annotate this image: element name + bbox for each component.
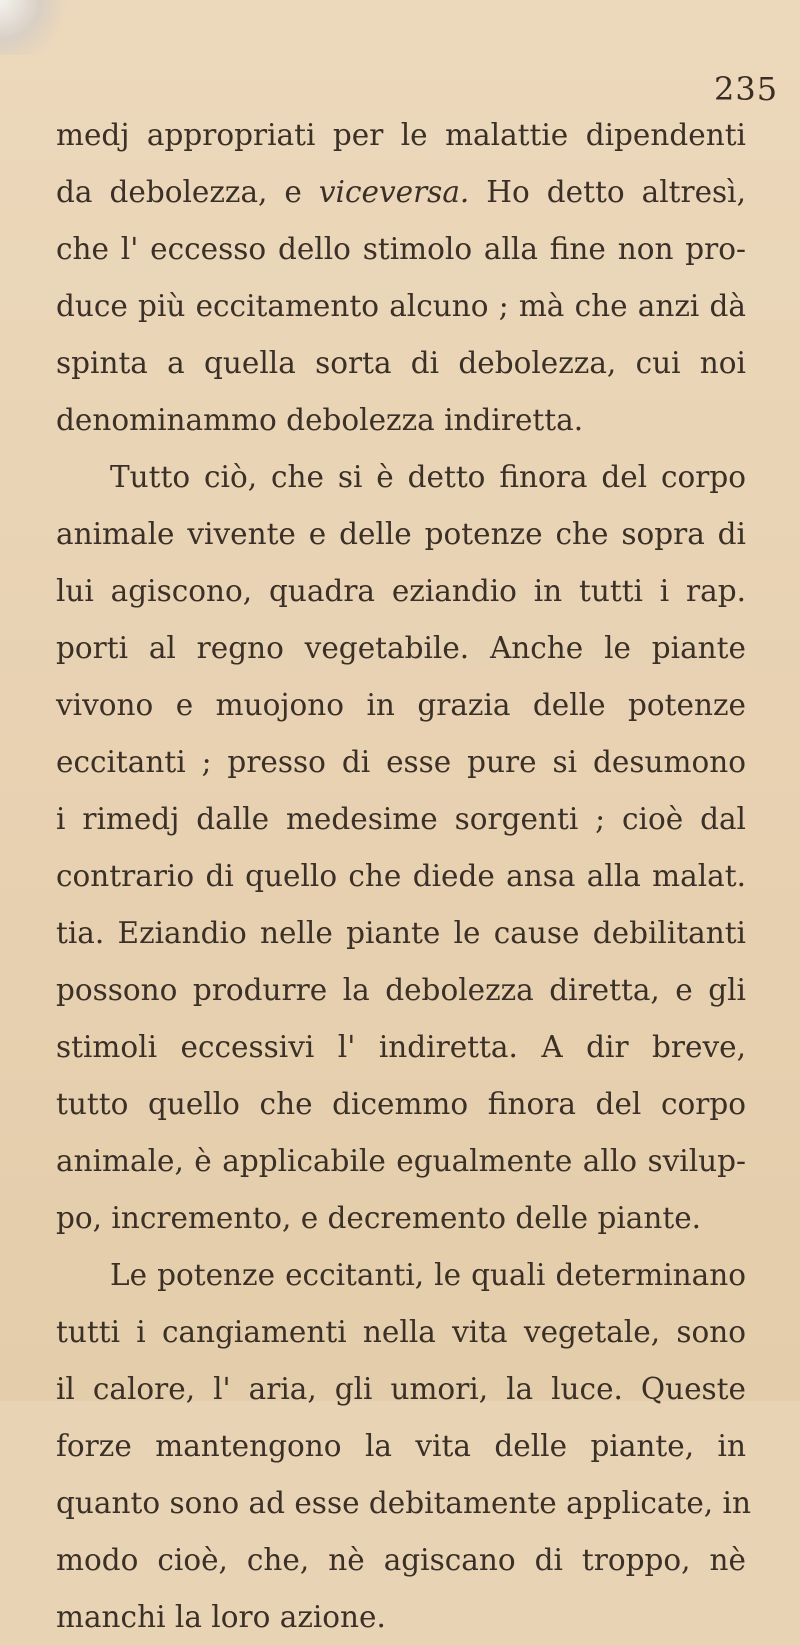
text-line: vivono e muojono in grazia delle potenze [56, 688, 746, 722]
text-line: modo cioè, che, nè agiscano di troppo, nè [56, 1543, 746, 1577]
text-line [56, 164, 746, 221]
text-line: duce più eccitamento alcuno ; mà che anzi dà [56, 289, 746, 323]
text-line: il calore, l' aria, gli umori, la luce. Queste [56, 1372, 746, 1406]
page-number: 235 [714, 70, 779, 108]
text-line-paragraph-end: po, incremento, e decremento delle piante. [56, 1201, 702, 1235]
text-line: tutti i cangiamenti nella vita vegetale, sono [56, 1315, 746, 1349]
text-line: eccitanti ; presso di esse pure si desumono [56, 745, 746, 779]
text-line-paragraph-end: manchi la loro azione. [56, 1600, 386, 1634]
text-line: quanto sono ad esse debitamente applicate, in [56, 1486, 751, 1520]
italic-word: viceversa. [318, 175, 470, 209]
text-line: spinta a quella sorta di debolezza, cui noi [56, 346, 746, 380]
page-corner-wear [0, 0, 70, 55]
text-line: tia. Eziandio nelle piante le cause debilitanti [56, 916, 746, 950]
text-line: lui agiscono, quadra eziandio in tutti i rap. [56, 574, 746, 608]
body-text [56, 107, 751, 1646]
text-line: porti al regno vegetabile. Anche le piante [56, 631, 746, 665]
text-line: animale vivente e delle potenze che sopra di [56, 517, 746, 551]
text-line: animale, è applicabile egualmente allo svilup- [56, 1144, 746, 1178]
text-line: che l' eccesso dello stimolo alla fine non pro- [56, 232, 746, 266]
text-line: tutto quello che dicemmo finora del corpo [56, 1087, 746, 1121]
text-line-paragraph-start: Le potenze eccitanti, le quali determinano [110, 1258, 746, 1292]
text-line: possono produrre la debolezza diretta, e gli [56, 973, 746, 1007]
text-run: da debolezza, e [56, 175, 319, 209]
text-run: Ho detto altresì, [469, 175, 746, 209]
text-line-paragraph-end: denominammo debolezza indiretta. [56, 403, 584, 437]
text-line: i rimedj dalle medesime sorgenti ; cioè dal [56, 802, 746, 836]
text-line-paragraph-start: Tutto ciò, che si è detto finora del corpo [110, 460, 746, 494]
text-line: contrario di quello che diede ansa alla malat. [56, 859, 746, 893]
text-line: medj appropriati per le malattie dipendenti [56, 118, 746, 152]
text-line: forze mantengono la vita delle piante, in [56, 1429, 746, 1463]
text-line: stimoli eccessivi l' indiretta. A dir breve, [56, 1030, 746, 1064]
